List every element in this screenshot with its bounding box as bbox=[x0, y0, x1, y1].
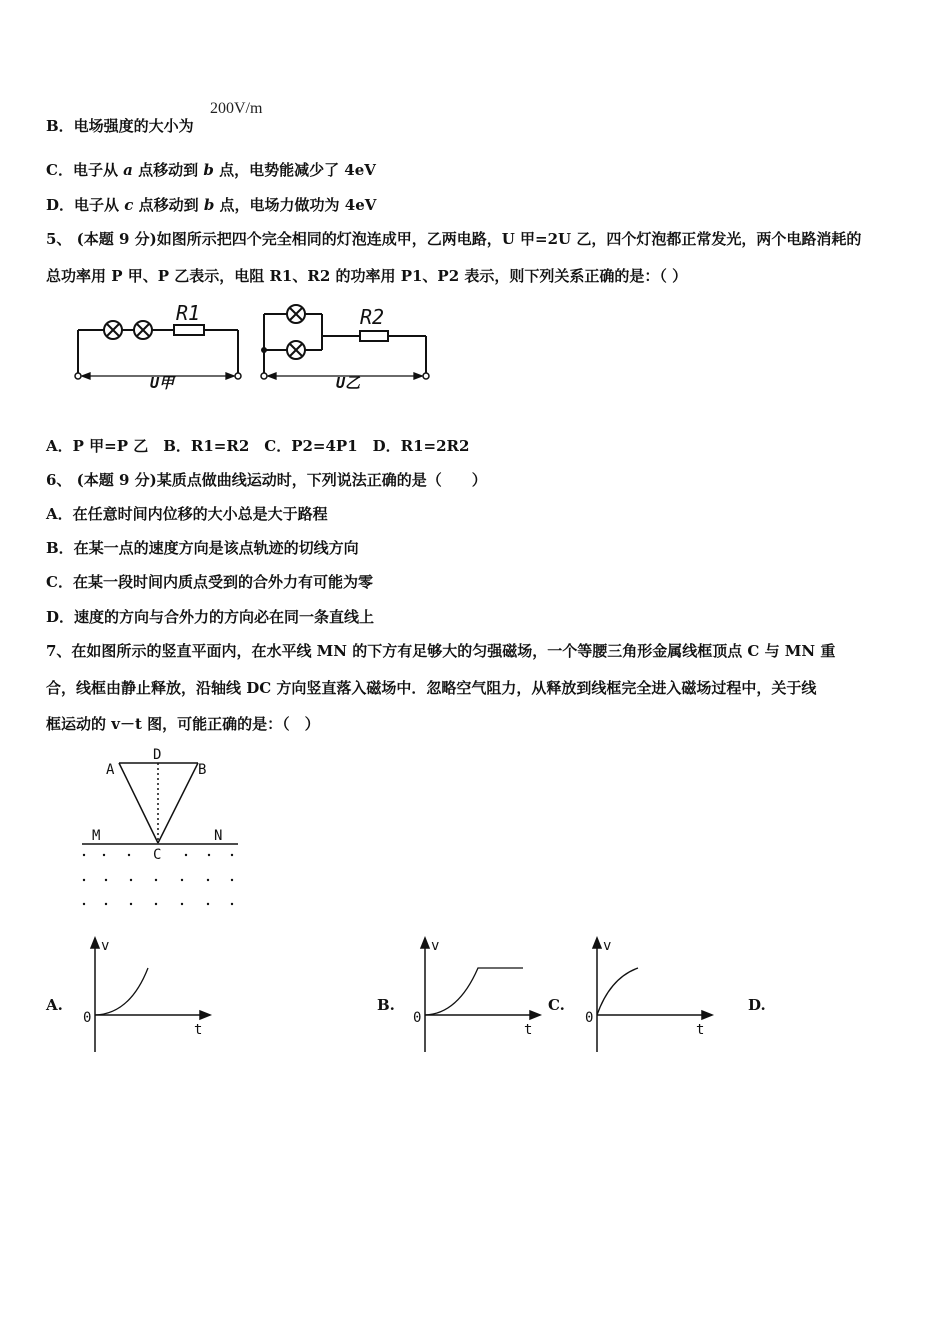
field-strength-value: 200V/m bbox=[210, 100, 263, 117]
graph-a bbox=[78, 934, 218, 1056]
graph-c bbox=[580, 934, 720, 1056]
q5-line1: 5、 (本题 9 分)如图所示把四个完全相同的灯泡连成甲，乙两电路，U 甲=2U 乙，四个灯泡都正常发光，两个电路消耗的 bbox=[46, 230, 862, 248]
option-c-part2: 点移动到 bbox=[132, 161, 204, 179]
q6-option-d: D．速度的方向与合外力的方向必在同一条直线上 bbox=[46, 608, 375, 626]
option-d bbox=[46, 195, 376, 215]
label-m: M bbox=[92, 828, 101, 844]
q7-line3: 框运动的 v－t 图，可能正确的是：（ ） bbox=[46, 715, 320, 733]
graph-c-v: v bbox=[603, 938, 612, 954]
vertex-c: C bbox=[153, 847, 162, 863]
graph-label-c: C. bbox=[548, 996, 565, 1014]
r1-label: R1 bbox=[176, 301, 201, 325]
graph-label-b: B. bbox=[377, 996, 395, 1014]
q5-answers: A．P 甲=P 乙 B．R1=R2 C．P2=4P1 D．R1=2R2 bbox=[46, 437, 470, 455]
u-yi-label: U乙 bbox=[336, 374, 361, 392]
point-b2: b bbox=[203, 196, 215, 214]
r2-label: R2 bbox=[360, 305, 385, 329]
u-jia-label: U甲 bbox=[150, 374, 175, 392]
graph-a-origin: 0 bbox=[83, 1010, 92, 1026]
vertex-d: D bbox=[153, 747, 162, 763]
q5-line2: 总功率用 P 甲、P 乙表示，电阻 R1、R2 的功率用 P1、P2 表示，则下列关系正确的是：（ ） bbox=[46, 267, 688, 285]
option-c bbox=[46, 160, 376, 180]
graph-a-v: v bbox=[101, 938, 110, 954]
q6-stem: 6、 (本题 9 分)某质点做曲线运动时，下列说法正确的是（ ） bbox=[46, 471, 487, 489]
vertex-b: B bbox=[198, 762, 207, 778]
graph-b bbox=[408, 934, 548, 1056]
label-n: N bbox=[214, 828, 223, 844]
option-c-part3: 点，电势能减少了 4eV bbox=[213, 161, 376, 179]
q7-line1: 7、在如图所示的竖直平面内，在水平线 MN 的下方有足够大的匀强磁场，一个等腰三角形金属线框顶点 C 与 MN 重 bbox=[46, 642, 836, 660]
graph-a-t: t bbox=[194, 1022, 203, 1038]
graph-b-origin: 0 bbox=[413, 1010, 422, 1026]
point-a: a bbox=[123, 161, 133, 179]
q6-option-c: C．在某一段时间内质点受到的合外力有可能为零 bbox=[46, 573, 373, 591]
graph-label-d: D. bbox=[748, 996, 766, 1014]
graph-b-t: t bbox=[524, 1022, 533, 1038]
graph-b-v: v bbox=[431, 938, 440, 954]
option-b bbox=[46, 116, 194, 136]
option-d-part2: 点移动到 bbox=[133, 196, 204, 214]
q6-option-a: A．在任意时间内位移的大小总是大于路程 bbox=[46, 505, 328, 523]
graph-label-a: A. bbox=[46, 996, 63, 1014]
option-b-text: B．电场强度的大小为 bbox=[46, 117, 194, 135]
q6-option-b: B．在某一点的速度方向是该点轨迹的切线方向 bbox=[46, 539, 359, 557]
graph-c-origin: 0 bbox=[585, 1010, 594, 1026]
q7-line2: 合，线框由静止释放，沿轴线 DC 方向竖直落入磁场中．忽略空气阻力，从释放到线框完全进入磁场过程中，关于线 bbox=[46, 679, 817, 697]
option-d-part3: 点，电场力做功为 4eV bbox=[214, 196, 377, 214]
q5-circuit-diagram bbox=[70, 292, 440, 392]
point-c: c bbox=[124, 196, 134, 214]
vertex-a: A bbox=[106, 762, 115, 778]
option-d-part1: D．电子从 bbox=[46, 196, 125, 214]
q7-triangle-diagram bbox=[74, 744, 244, 914]
graph-c-t: t bbox=[696, 1022, 705, 1038]
point-b: b bbox=[203, 161, 214, 179]
option-c-part1: C．电子从 bbox=[46, 161, 124, 179]
